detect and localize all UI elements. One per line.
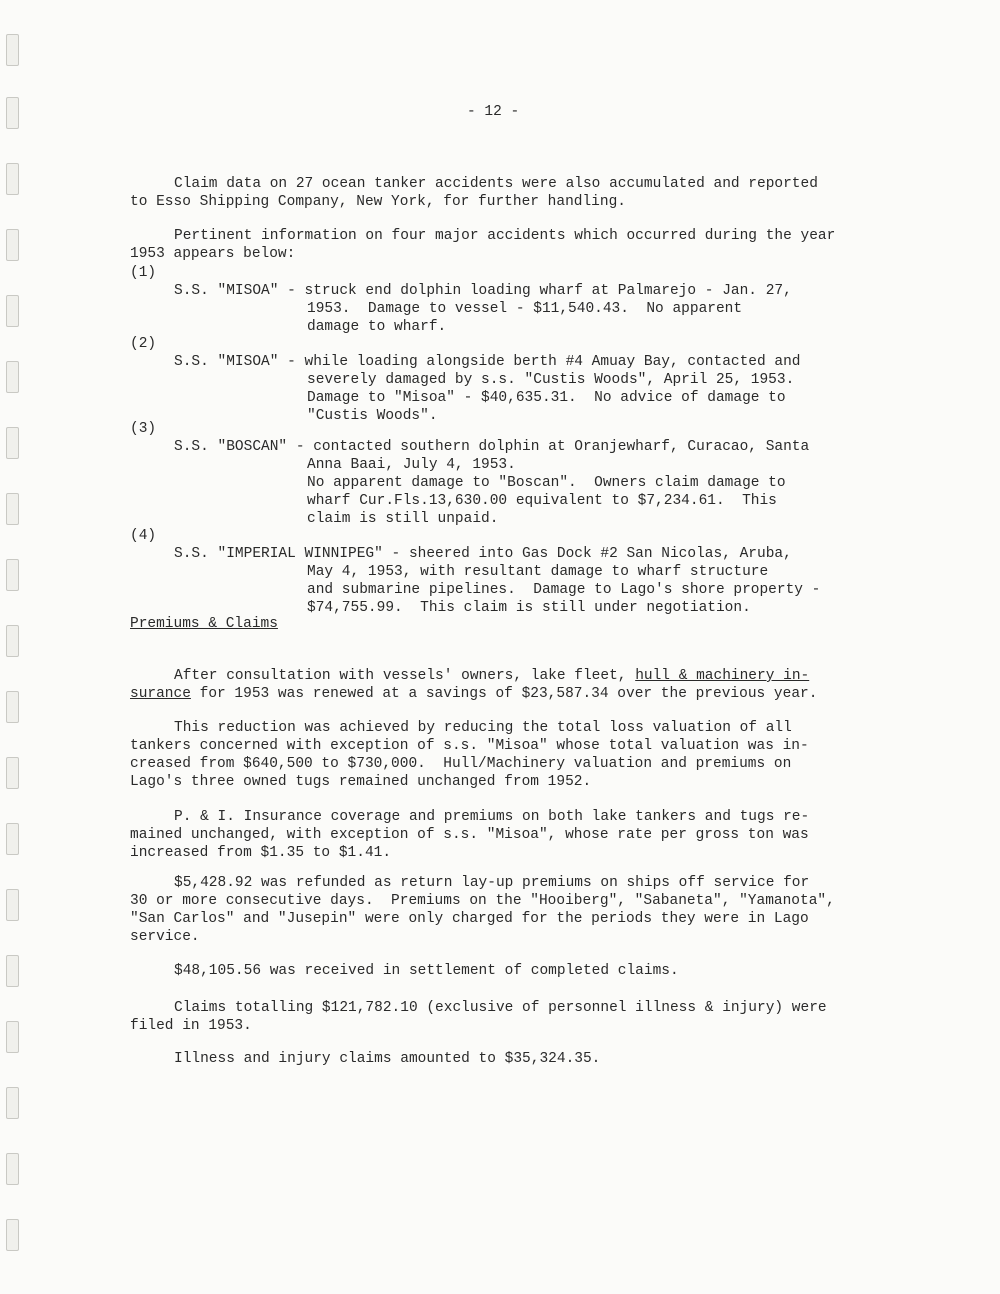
text-line: Damage to "Misoa" - $40,635.31. No advice of damage to [307,390,786,406]
punch-hole [6,559,19,591]
reduction-paragraph [130,701,809,791]
punch-hole [6,1087,19,1119]
accident-number: (1) [130,265,157,281]
punch-hole [6,163,19,195]
text-line: This reduction was achieved by reducing the total loss valuation of all [174,720,792,736]
pertinent-paragraph [130,209,835,263]
intro-paragraph [130,157,818,211]
text-line: S.S. "IMPERIAL WINNIPEG" - sheered into Gas Dock #2 San Nicolas, Aruba, [174,546,792,562]
text-line: $74,755.99. This claim is still under negotiation. [307,600,751,616]
refund-paragraph [130,856,835,946]
text-line: 30 or more consecutive days. Premiums on the "Hooiberg", "Sabaneta", "Yamanota", [130,893,835,909]
punch-hole [6,427,19,459]
text-line: severely damaged by s.s. "Custis Woods", April 25, 1953. [307,372,795,388]
text-fragment: After consultation with vessels' owners, lake fleet, [174,668,636,684]
section-heading: Premiums & Claims [130,616,278,632]
text-line: service. [130,929,200,945]
punch-hole [6,691,19,723]
text-line: S.S. "BOSCAN" - contacted southern dolphin at Oranjewharf, Curacao, Santa [174,439,810,455]
accident-entry [174,264,792,336]
text-line: claim is still unpaid. [307,511,499,527]
punch-hole [6,295,19,327]
text-line: filed in 1953. [130,1018,252,1034]
text-line: wharf Cur.Fls.13,630.00 equivalent to $7,234.61. This [307,493,777,509]
punch-hole [6,229,19,261]
punch-hole [6,955,19,987]
punch-hole [6,823,19,855]
page-number: - 12 - [467,104,520,120]
accident-entry [174,335,801,425]
text-line: S.S. "MISOA" - struck end dolphin loading wharf at Palmarejo - Jan. 27, [174,283,792,299]
text-line: No apparent damage to "Boscan". Owners claim damage to [307,475,786,491]
text-line: "San Carlos" and "Jusepin" were only charged for the periods they were in Lago [130,911,809,927]
text-line: Lago's three owned tugs remained unchanged from 1952. [130,774,592,790]
text-line: to Esso Shipping Company, New York, for further handling. [130,194,626,210]
accident-entry [174,527,820,617]
punch-hole [6,1021,19,1053]
claims-totalling-paragraph [130,981,827,1035]
hull-paragraph [130,649,817,703]
punch-hole [6,34,19,66]
punch-hole [6,757,19,789]
text-line: and submarine pipelines. Damage to Lago's shore property - [307,582,821,598]
punch-hole [6,493,19,525]
illness-paragraph [130,1032,600,1068]
text-line: creased from $640,500 to $730,000. Hull/Machinery valuation and premiums on [130,756,792,772]
text-line: 1953 appears below: [130,246,296,262]
punch-hole [6,97,19,129]
punch-hole [6,625,19,657]
text-line: Pertinent information on four major accidents which occurred during the year [174,228,836,244]
text-line: P. & I. Insurance coverage and premiums on both lake tankers and tugs re- [174,809,810,825]
text-line: $5,428.92 was refunded as return lay-up premiums on ships off service for [174,875,810,891]
accident-number: (3) [130,421,157,437]
text-line: increased from $1.35 to $1.41. [130,845,392,861]
text-line: May 4, 1953, with resultant damage to wharf structure [307,564,769,580]
text-line: "Custis Woods". [307,408,438,424]
text-line: Illness and injury claims amounted to $35,324.35. [174,1051,601,1067]
text-line: Claim data on 27 ocean tanker accidents were also accumulated and reported [174,176,818,192]
pi-insurance-paragraph [130,790,809,862]
text-fragment: for 1953 was renewed at a savings of $23,587.34 over the previous year. [190,686,818,702]
text-line: 1953. Damage to vessel - $11,540.43. No apparent [307,301,743,317]
text-line: $48,105.56 was received in settlement of completed claims. [174,963,679,979]
binder-punch-holes [0,0,22,1294]
accident-number: (2) [130,336,157,352]
punch-hole [6,1153,19,1185]
settlement-paragraph [130,944,679,980]
text-line: damage to wharf. [307,319,447,335]
punch-hole [6,361,19,393]
underlined-term: surance [130,686,191,702]
underlined-term: hull & machinery in- [635,668,810,684]
accident-number: (4) [130,528,157,544]
text-line: S.S. "MISOA" - while loading alongside berth #4 Amuay Bay, contacted and [174,354,801,370]
text-line: Claims totalling $121,782.10 (exclusive of personnel illness & injury) were [174,1000,827,1016]
punch-hole [6,889,19,921]
text-line: mained unchanged, with exception of s.s. "Misoa", whose rate per gross ton was [130,827,809,843]
punch-hole [6,1219,19,1251]
text-line: Anna Baai, July 4, 1953. [307,457,516,473]
accident-entry [174,420,809,528]
text-line: tankers concerned with exception of s.s. "Misoa" whose total valuation was in- [130,738,809,754]
